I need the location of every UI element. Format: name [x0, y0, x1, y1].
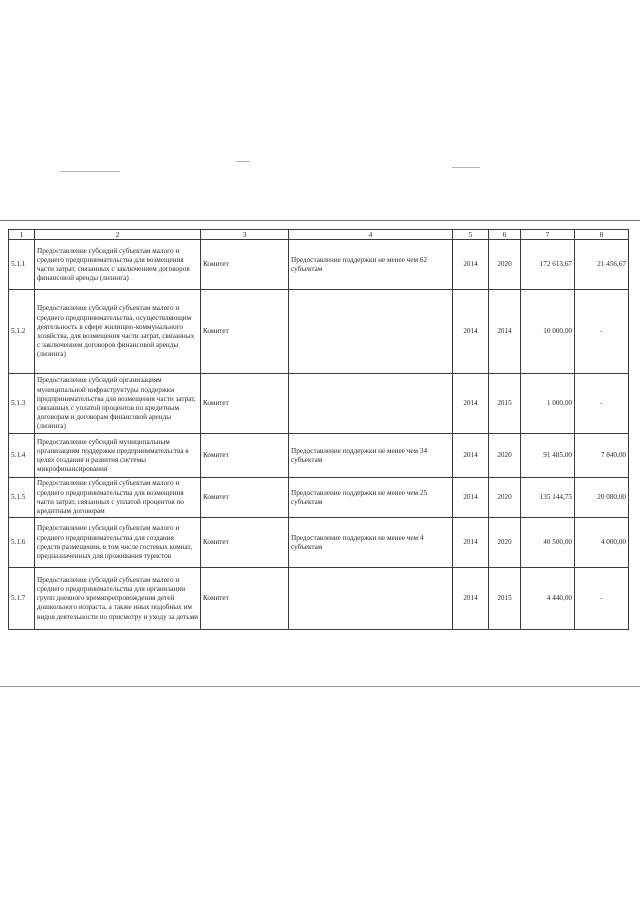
scan-artifact	[236, 161, 250, 162]
measure-description: Предоставление субсидий субъектам малого и среднего предпринимательства для возмещения части затрат, связанных с уплатой процентов по кредитным договорам	[35, 478, 201, 518]
column-header: 3	[201, 230, 289, 240]
executor: Комитет	[201, 374, 289, 434]
column-header: 4	[289, 230, 453, 240]
funding-total: 40 500,00	[521, 518, 575, 568]
funding-total: 135 144,75	[521, 478, 575, 518]
table-row	[9, 434, 629, 478]
measure-description: Предоставление субсидий субъектам малого и среднего предпринимательства, осуществляющим деятельность в сфере жилищно-коммунального хозяйства, для возмещения части затрат, связанных с заключением договоров финансовой аренды (лизинга)	[35, 290, 201, 374]
table-row	[9, 478, 629, 518]
measure-description: Предоставление субсидий организациям муниципальной инфраструктуры поддержки предпринимательства для возмещения части затрат, связанных с уплатой процентов по кредитным договорам и договорам финансовой аренды (лизинга)	[35, 374, 201, 434]
executor: Комитет	[201, 478, 289, 518]
funding-current: -	[575, 374, 629, 434]
funding-current: -	[575, 568, 629, 630]
table-row	[9, 518, 629, 568]
funding-total: 172 613,67	[521, 240, 575, 290]
scan-edge-bottom	[0, 686, 640, 687]
expected-result: Предоставление поддержки не менее чем 25 субъектам	[289, 478, 453, 518]
funding-current: 7 840,00	[575, 434, 629, 478]
end-year: 2020	[489, 518, 521, 568]
funding-total: 10 000,00	[521, 290, 575, 374]
end-year: 2020	[489, 478, 521, 518]
end-year: 2020	[489, 434, 521, 478]
expected-result	[289, 290, 453, 374]
start-year: 2014	[453, 478, 489, 518]
executor: Комитет	[201, 568, 289, 630]
end-year: 2020	[489, 240, 521, 290]
executor: Комитет	[201, 240, 289, 290]
table-row	[9, 374, 629, 434]
funding-current: -	[575, 290, 629, 374]
scan-artifact	[452, 167, 480, 168]
end-year: 2015	[489, 568, 521, 630]
executor: Комитет	[201, 434, 289, 478]
executor: Комитет	[201, 518, 289, 568]
column-header: 7	[521, 230, 575, 240]
row-number: 5.1.4	[9, 434, 35, 478]
table-header-row	[9, 230, 629, 240]
funding-current: 4 000,00	[575, 518, 629, 568]
start-year: 2014	[453, 568, 489, 630]
row-number: 5.1.5	[9, 478, 35, 518]
row-number: 5.1.7	[9, 568, 35, 630]
scan-edge-top	[0, 220, 640, 221]
column-header: 6	[489, 230, 521, 240]
row-number: 5.1.6	[9, 518, 35, 568]
expected-result: Предоставление поддержки не менее чем 34 субъектам	[289, 434, 453, 478]
start-year: 2014	[453, 434, 489, 478]
funding-current: 21 456,67	[575, 240, 629, 290]
measure-description: Предоставление субсидий субъектам малого и среднего предпринимательства для организации групп дневного времяпрепровождения детей дошкольного возраста, а также иных подобных им видов деятельности по присмотру и уходу за детьми	[35, 568, 201, 630]
measure-description: Предоставление субсидий субъектам малого и среднего предпринимательства для возмещения части затрат, связанных с заключением договоров финансовой аренды (лизинга)	[35, 240, 201, 290]
column-header: 5	[453, 230, 489, 240]
executor: Комитет	[201, 290, 289, 374]
start-year: 2014	[453, 374, 489, 434]
measure-description: Предоставление субсидий муниципальным организациям поддержки предпринимательства в целях создания и развития системы микрофинансирования	[35, 434, 201, 478]
start-year: 2014	[453, 290, 489, 374]
row-number: 5.1.2	[9, 290, 35, 374]
expected-result	[289, 568, 453, 630]
funding-total: 4 440,00	[521, 568, 575, 630]
start-year: 2014	[453, 518, 489, 568]
row-number: 5.1.1	[9, 240, 35, 290]
funding-current: 20 080,00	[575, 478, 629, 518]
funding-total: 1 000,00	[521, 374, 575, 434]
table-row	[9, 290, 629, 374]
start-year: 2014	[453, 240, 489, 290]
column-header: 8	[575, 230, 629, 240]
table-row	[9, 240, 629, 290]
funding-total: 91 485,00	[521, 434, 575, 478]
column-header: 2	[35, 230, 201, 240]
expected-result: Предоставление поддержки не менее чем 62 субъектам	[289, 240, 453, 290]
end-year: 2015	[489, 374, 521, 434]
column-header: 1	[9, 230, 35, 240]
scan-artifact	[60, 171, 120, 172]
measure-description: Предоставление субсидий субъектам малого и среднего предпринимательства для создания средств размещения, в том числе гостевых комнат, предназначенных для проживания туристов	[35, 518, 201, 568]
end-year: 2014	[489, 290, 521, 374]
table-row	[9, 568, 629, 630]
row-number: 5.1.3	[9, 374, 35, 434]
expected-result	[289, 374, 453, 434]
program-measures-table	[8, 229, 629, 630]
expected-result: Предоставление поддержки не менее чем 4 субъектам	[289, 518, 453, 568]
